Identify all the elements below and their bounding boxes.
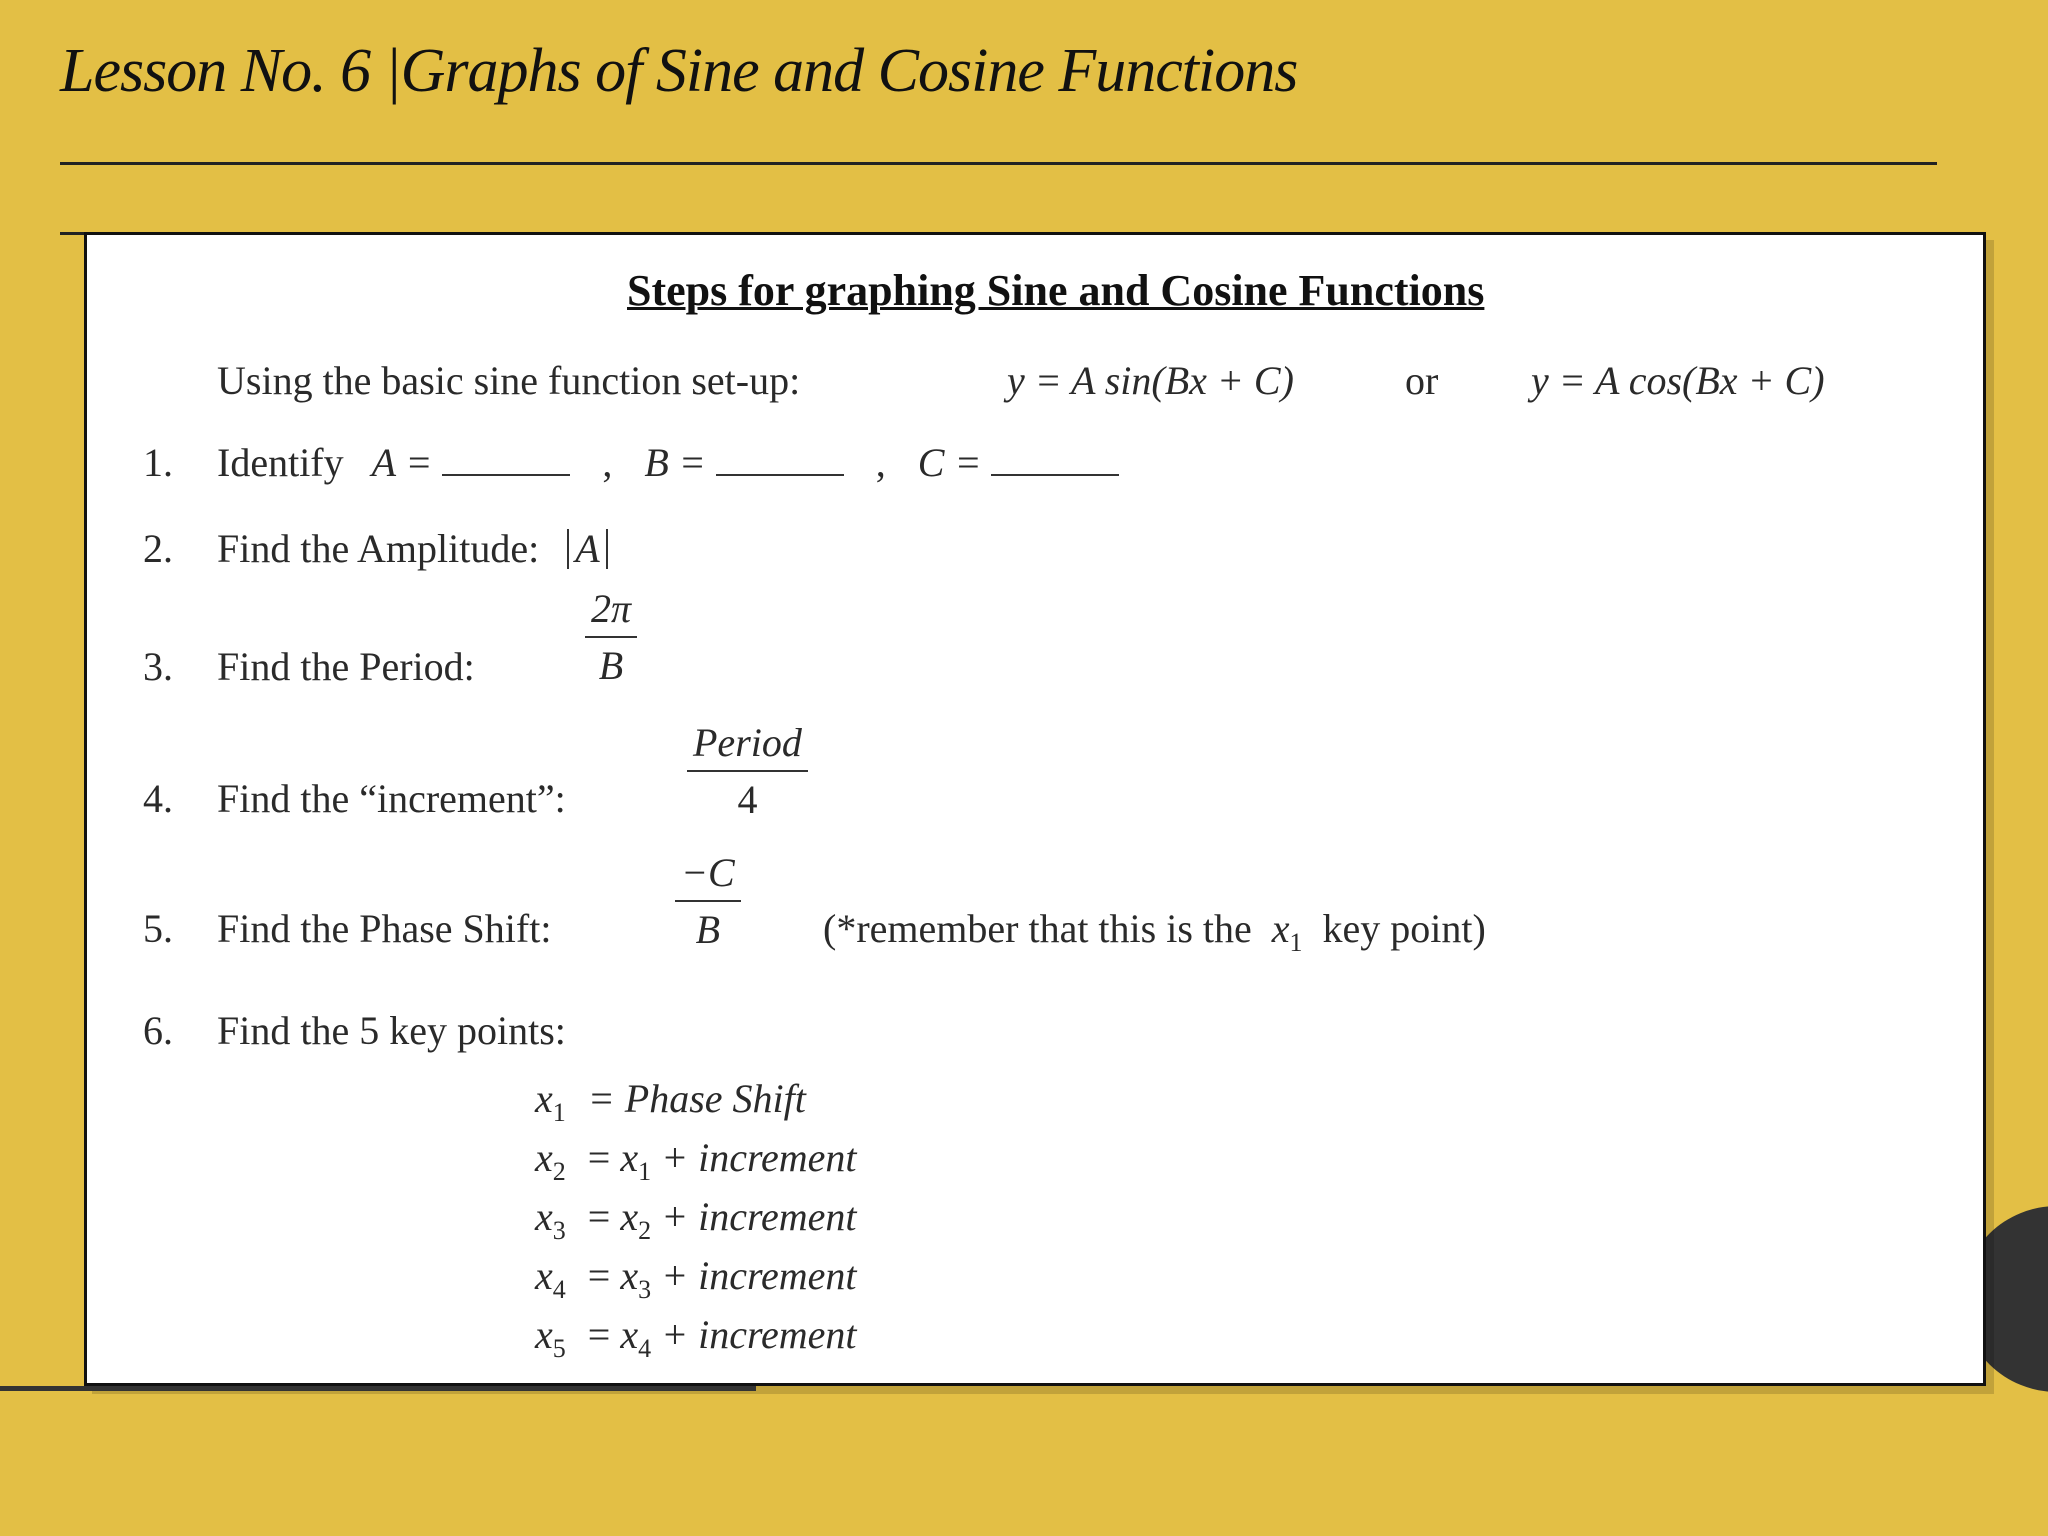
step-1-number: 1.: [143, 440, 173, 485]
increment-fraction: Period 4: [687, 719, 808, 823]
intro-line: [217, 357, 800, 404]
amplitude-abs: A: [567, 529, 607, 569]
or-label: or: [1405, 358, 1439, 403]
phase-shift-note: (*remember that this is the $x_1$ key point): [823, 906, 1486, 957]
step-3-text: Find the Period:: [217, 644, 475, 689]
step-4-text: Find the “increment”:: [217, 776, 566, 821]
intro-text: Using the basic sine function set-up:: [217, 358, 801, 403]
phase-shift-fraction: −C B: [675, 849, 741, 953]
period-fraction: 2π B: [585, 585, 637, 689]
step-5-text: Find the Phase Shift:: [217, 906, 552, 951]
content-panel: [84, 232, 1986, 1386]
slide-title: Lesson No. 6 |Graphs of Sine and Cosine Functions: [60, 37, 1298, 105]
panel-heading: Steps for graphing Sine and Cosine Functions: [627, 266, 1485, 315]
sine-equation: y = A sin(Bx + C): [1007, 358, 1294, 403]
step-5-number: 5.: [143, 906, 173, 951]
blank-c: [991, 444, 1119, 476]
step-6-number: 6.: [143, 1008, 173, 1053]
key-point-1: $x_1$ = Phase Shift: [535, 1076, 806, 1127]
step-3-number: 3.: [143, 644, 173, 689]
title-underline: [60, 162, 1937, 165]
key-point-3: $x_3 = x_2$ + increment: [535, 1194, 857, 1245]
step-2-number: 2.: [143, 526, 173, 571]
key-point-5: $x_5 = x_4$ + increment: [535, 1312, 857, 1363]
blank-a: [442, 444, 570, 476]
step-4-number: 4.: [143, 776, 173, 821]
step-1-text: Identify A = , B = , C =: [217, 439, 1119, 486]
key-point-4: $x_4 = x_3$ + increment: [535, 1253, 857, 1304]
key-point-2: $x_2 = x_1$ + increment: [535, 1135, 857, 1186]
step-6-text: Find the 5 key points:: [217, 1008, 566, 1053]
key-points-list: [535, 1075, 857, 1370]
blank-b: [716, 444, 844, 476]
bottom-rule: [0, 1386, 756, 1391]
step-2-text: Find the Amplitude: A: [217, 525, 608, 572]
cosine-equation: y = A cos(Bx + C): [1531, 358, 1825, 403]
